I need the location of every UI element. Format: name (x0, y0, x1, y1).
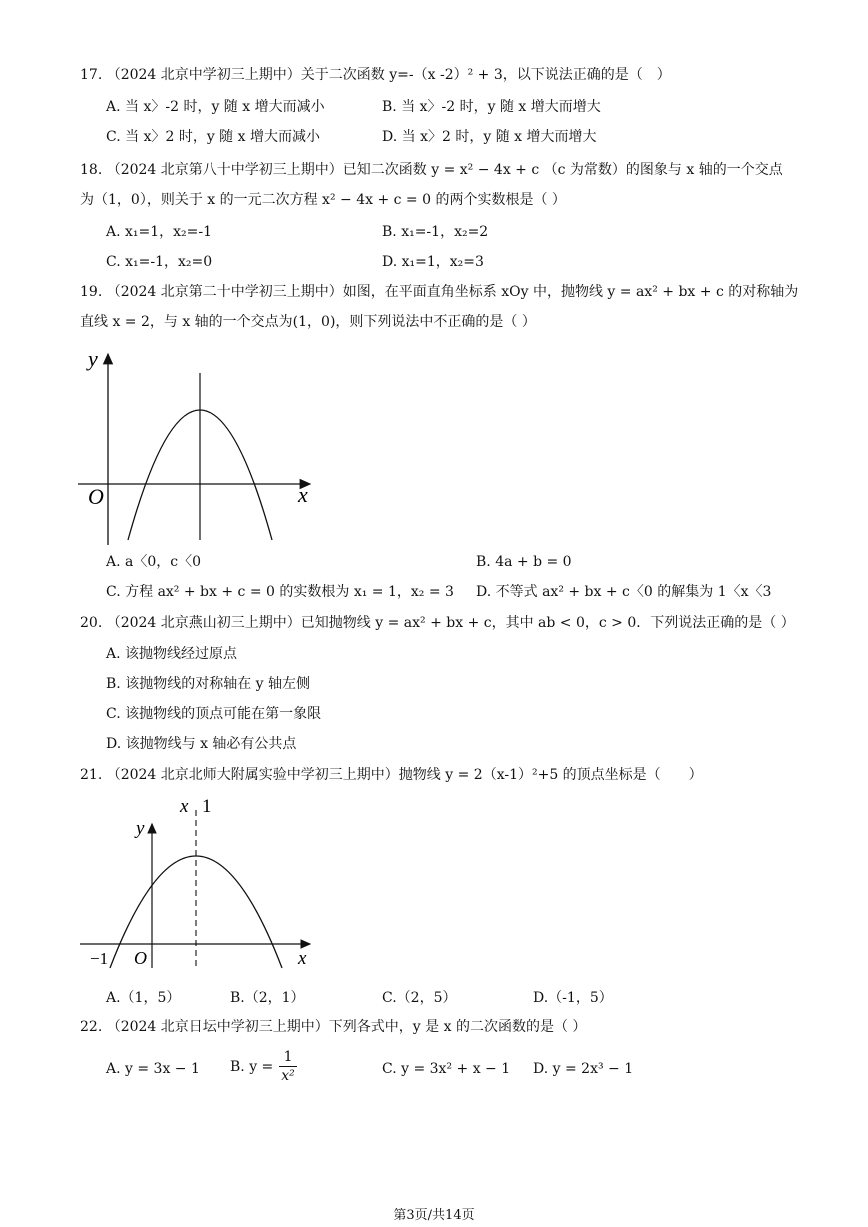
question-22-stem: 22. （2024 北京日坛中学初三上期中）下列各式中，y 是 x 的二次函数的是（ ） (80, 1019, 587, 1035)
question-17-option-a: A. 当 x〉-2 时，y 随 x 增大而减小 (106, 99, 325, 115)
question-20-option-b: B. 该抛物线的对称轴在 y 轴左侧 (106, 676, 310, 692)
question-17-stem: 17. （2024 北京中学初三上期中）关于二次函数 y=-（x -2）² + 3，以下说法正确的是（ ） (80, 67, 671, 83)
question-22-option-a: A. y = 3x − 1 (106, 1061, 200, 1077)
question-19-stem-line-1: 19. （2024 北京第二十中学初三上期中）如图，在平面直角坐标系 xOy 中，抛物线 y = ax² + bx + c 的对称轴为 (80, 284, 799, 300)
option-b-prefix: B. y = (230, 1058, 274, 1075)
question-17-option-d: D. 当 x〉2 时，y 随 x 增大而增大 (382, 129, 597, 145)
question-19-option-c: C. 方程 ax² + bx + c = 0 的实数根为 x₁ = 1，x₂ = 3 (106, 584, 454, 600)
question-20-option-d: D. 该抛物线与 x 轴必有公共点 (106, 736, 297, 752)
x-axis-label: x (298, 948, 307, 969)
fraction-numerator: 1 (283, 1049, 293, 1065)
y-axis-label: y (88, 346, 98, 371)
question-21-stem: 21. （2024 北京北师大附属实验中学初三上期中）抛物线 y = 2（x-1）²+5 的顶点坐标是（ ） (80, 767, 703, 783)
question-21-option-a: A.（1，5） (106, 990, 181, 1006)
question-18-stem-line-1: 18. （2024 北京第八十中学初三上期中）已知二次函数 y = x² − 4x + c （c 为常数）的图象与 x 轴的一个交点 (80, 162, 783, 178)
question-20-option-c: C. 该抛物线的顶点可能在第一象限 (106, 706, 322, 722)
origin-label: O (134, 948, 147, 968)
question-19-option-d: D. 不等式 ax² + bx + c〈0 的解集为 1〈x〈3 (476, 584, 772, 600)
page-footer: 第3页/共14页 (393, 1208, 475, 1223)
question-22-option-c: C. y = 3x² + x − 1 (382, 1061, 511, 1077)
question-20-option-a: A. 该抛物线经过原点 (106, 646, 238, 662)
question-17-option-c: C. 当 x〉2 时，y 随 x 增大而减小 (106, 129, 320, 145)
y-axis-label: y (136, 818, 145, 839)
question-18-option-a: A. x₁=1，x₂=-1 (106, 224, 213, 240)
question-19-option-b: B. 4a + b = 0 (476, 554, 572, 570)
fraction (279, 1048, 297, 1085)
question-18-option-d: D. x₁=1，x₂=3 (382, 254, 484, 270)
neg-one-label: −1 (90, 949, 109, 968)
symmetry-label-1: 1 (202, 796, 212, 817)
question-18-stem-line-2: 为（1，0），则关于 x 的一元二次方程 x² − 4x + c = 0 的两个实数根是（ ） (80, 192, 566, 208)
symmetry-label-x: x (180, 796, 189, 817)
origin-label: O (88, 484, 104, 509)
x-axis-label: x (298, 482, 308, 507)
question-21-figure (76, 792, 326, 972)
question-21-option-b: B.（2，1） (230, 990, 305, 1006)
question-20-stem: 20. （2024 北京燕山初三上期中）已知抛物线 y = ax² + bx + c，其中 ab < 0，c > 0．下列说法正确的是（ ） (80, 615, 795, 631)
question-18-option-b: B. x₁=-1，x₂=2 (382, 224, 489, 240)
fraction-denominator: x² (281, 1068, 295, 1084)
question-18-option-c: C. x₁=-1，x₂=0 (106, 254, 213, 270)
question-22-option-d: D. y = 2x³ − 1 (533, 1061, 634, 1077)
question-21-option-d: D.（-1，5） (533, 990, 613, 1006)
question-21-option-c: C.（2，5） (382, 990, 457, 1006)
question-19-stem-line-2: 直线 x = 2，与 x 轴的一个交点为(1，0)，则下列说法中不正确的是（ ） (80, 314, 536, 330)
question-19-figure (70, 340, 330, 550)
question-17-option-b: B. 当 x〉-2 时，y 随 x 增大而增大 (382, 99, 601, 115)
question-19-option-a: A. a〈0，c〈0 (106, 554, 202, 570)
question-22-option-b (230, 1048, 297, 1085)
